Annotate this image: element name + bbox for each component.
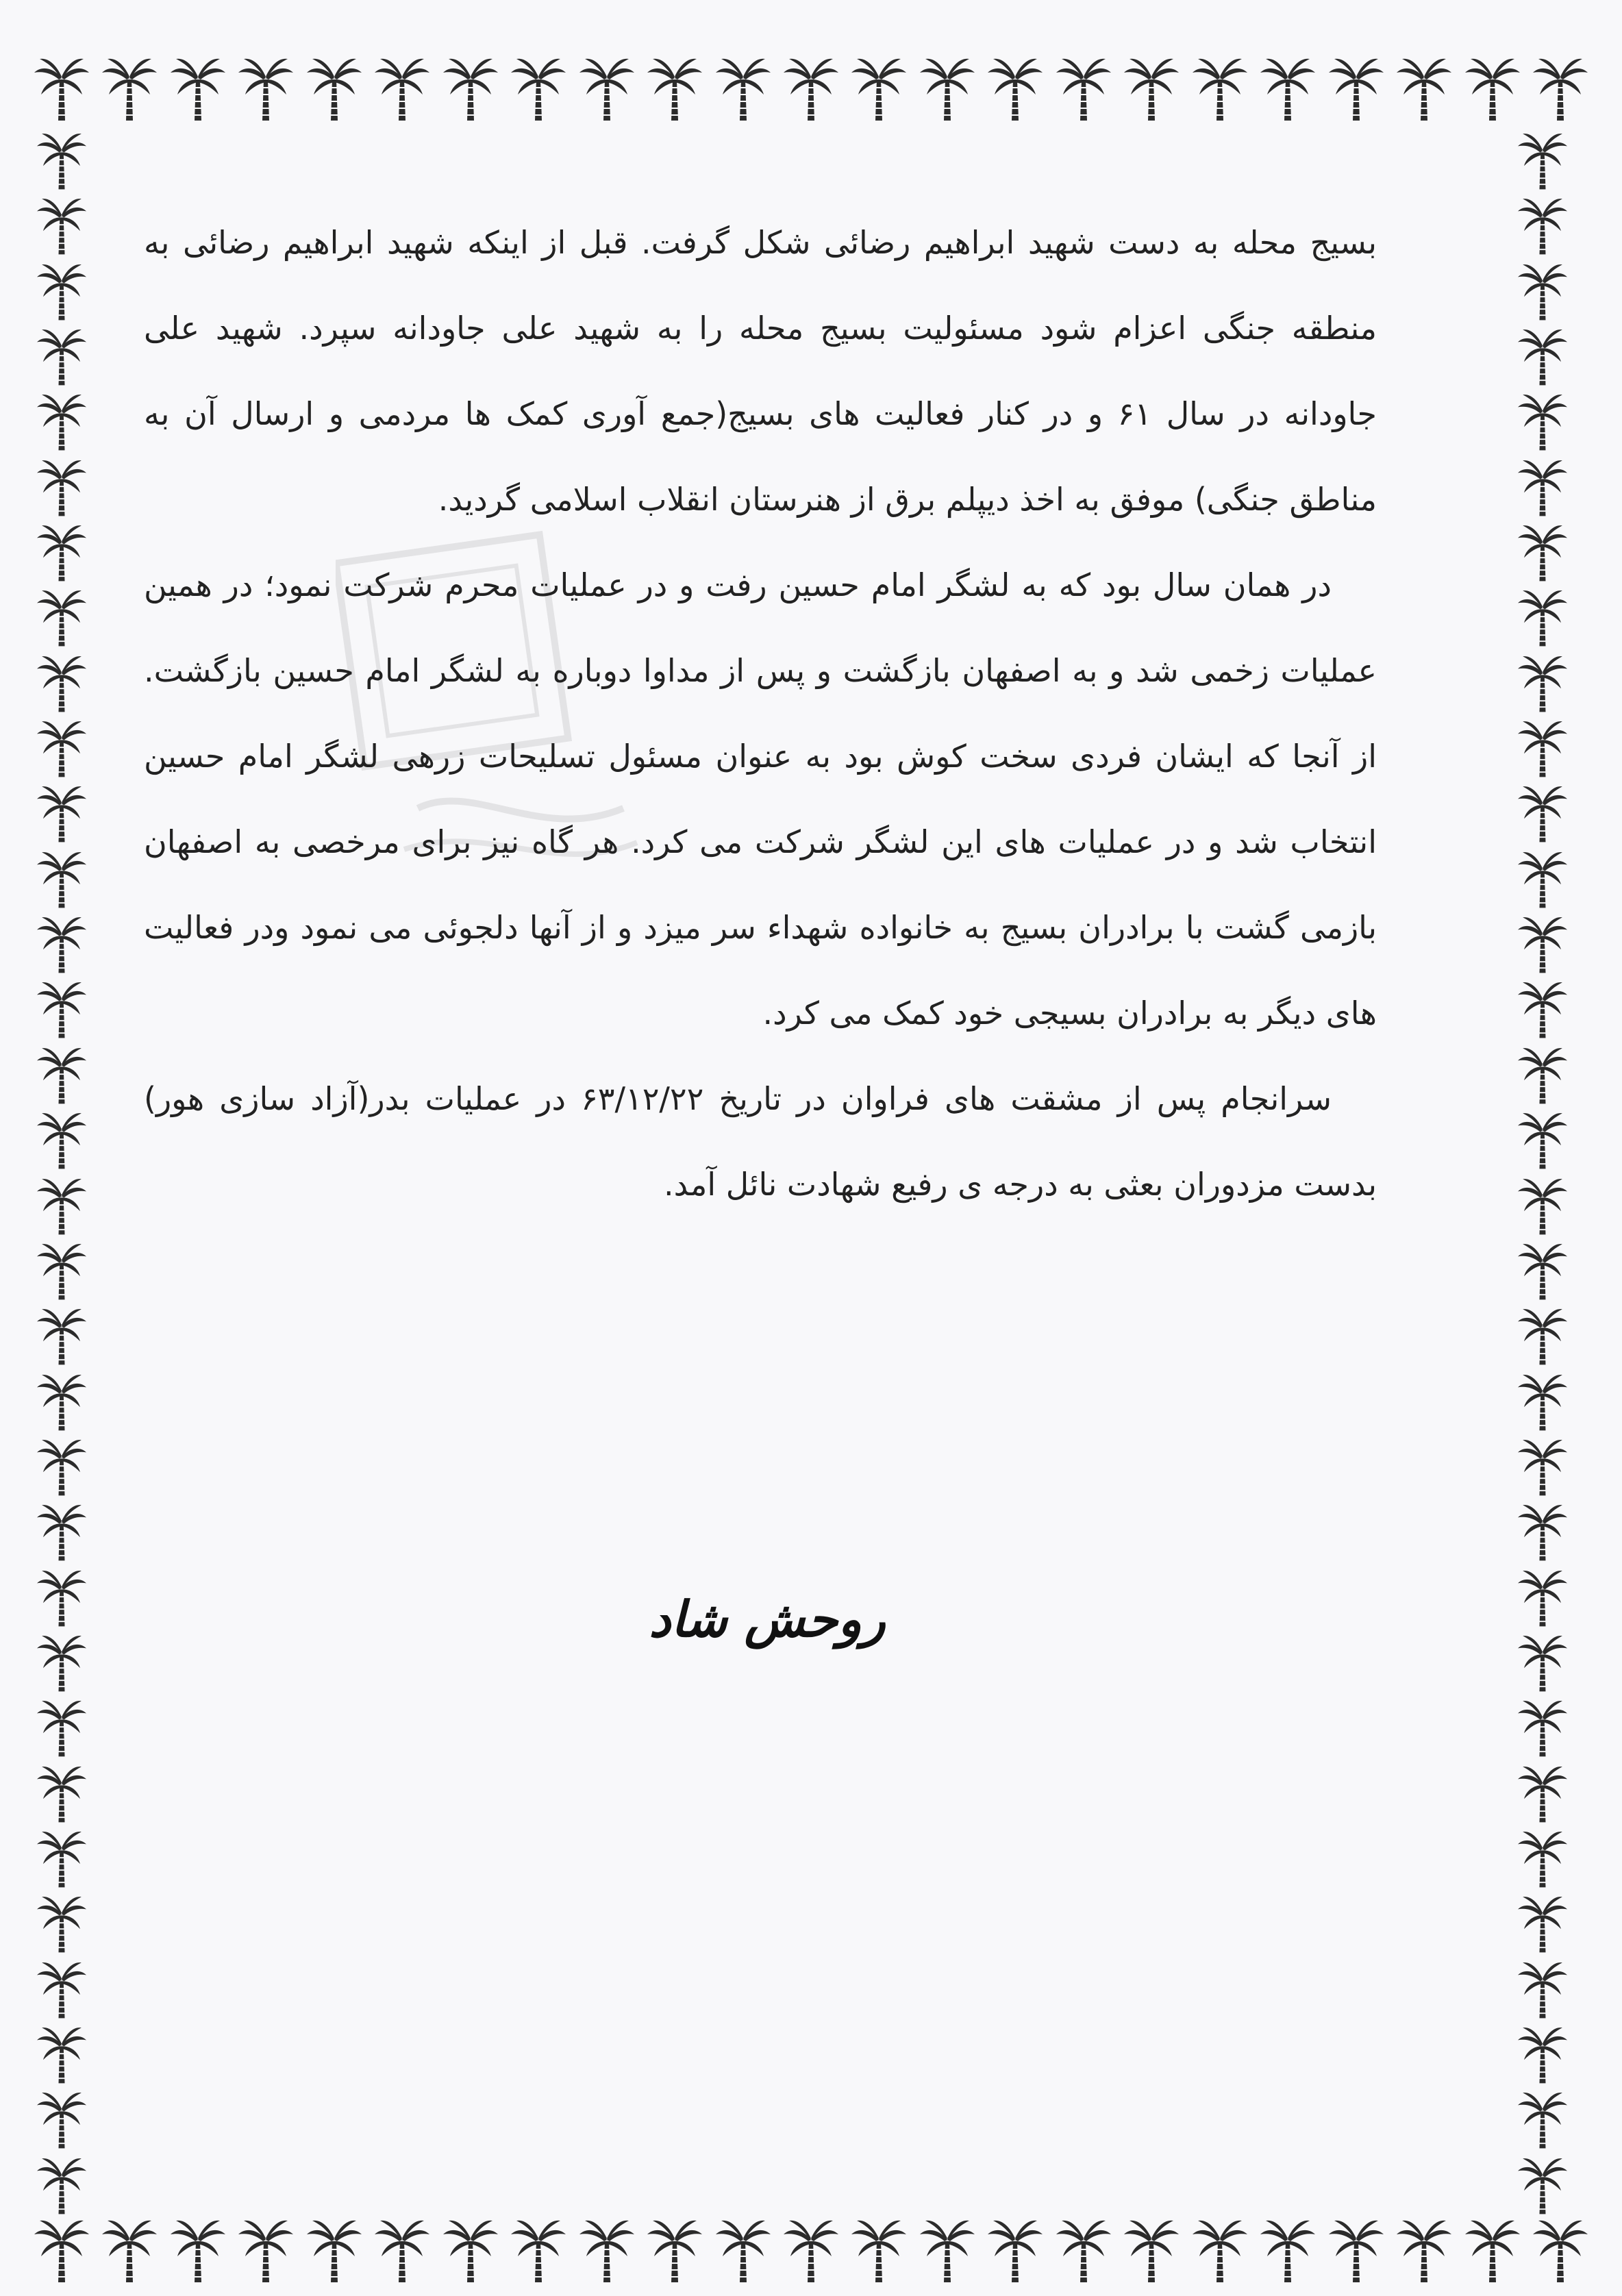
palm-tree-icon — [1395, 2217, 1453, 2292]
palm-tree-icon — [33, 1110, 108, 1171]
palm-tree-icon — [1514, 1501, 1589, 1563]
palm-tree-icon — [33, 1436, 108, 1498]
palm-tree-icon — [1259, 55, 1317, 130]
palm-tree-icon — [33, 2089, 108, 2151]
palm-tree-icon — [714, 55, 772, 130]
palm-tree-icon — [1514, 130, 1589, 192]
palm-tree-icon — [33, 849, 108, 910]
border-left — [33, 130, 108, 2217]
palm-tree-icon — [1327, 2217, 1385, 2292]
palm-tree-icon — [33, 55, 90, 130]
palm-tree-icon — [1514, 2024, 1589, 2086]
palm-tree-icon — [1514, 1697, 1589, 1759]
palm-tree-icon — [33, 587, 108, 649]
paragraph-2: در همان سال بود که به لشگر امام حسین رفت و در عملیات محرم شرکت نمود؛ در همین عملیات زخمی شد و به اصفهان بازگشت و پس از مداوا دوباره به لشگر امام حسین بازگشت. از آنجا که ایشان فردی سخت کوش بود به عنوان مسئول تسلیحات زرهی لشگر امام حسین انتخاب شد و در عملیات های این لشگر شرکت می کرد. هر گاه نیز برای مرخصی به اصفهان بازمی گشت با برادران بسیج به خانواده شهداء سر میزد و از آنها دلجوئی می نمود ودر فعالیت های دیگر به برادران بسیجی خود کمک می کرد. — [144, 566, 1377, 1032]
palm-tree-icon — [33, 1240, 108, 1302]
palm-tree-icon — [1514, 718, 1589, 779]
palm-tree-icon — [1191, 2217, 1249, 2292]
palm-tree-icon — [33, 1763, 108, 1825]
palm-tree-icon — [714, 2217, 772, 2292]
palm-tree-icon — [33, 457, 108, 519]
palm-tree-icon — [510, 55, 567, 130]
palm-tree-icon — [33, 1501, 108, 1563]
palm-tree-icon — [1055, 2217, 1112, 2292]
palm-tree-icon — [1514, 1045, 1589, 1106]
palm-tree-icon — [169, 2217, 227, 2292]
palm-tree-icon — [305, 55, 363, 130]
palm-tree-icon — [237, 55, 295, 130]
palm-tree-icon — [1514, 1175, 1589, 1237]
palm-tree-icon — [33, 979, 108, 1040]
paragraph-3: سرانجام پس از مشقت های فراوان در تاریخ ۶۳/۱۲/۲۲ در عملیات بدر(آزاد سازی هور) بدست مزدوران بعثی به درجه ی رفیع شهادت نائل آمد. — [144, 1080, 1377, 1203]
palm-tree-icon — [33, 130, 108, 192]
palm-tree-icon — [1514, 783, 1589, 845]
palm-tree-icon — [578, 2217, 636, 2292]
palm-tree-icon — [986, 2217, 1044, 2292]
palm-tree-icon — [1464, 55, 1521, 130]
palm-tree-icon — [33, 1959, 108, 2021]
palm-tree-icon — [1514, 653, 1589, 714]
palm-tree-icon — [646, 2217, 703, 2292]
palm-tree-icon — [1327, 55, 1385, 130]
border-bottom — [33, 2217, 1589, 2292]
palm-tree-icon — [1532, 55, 1589, 130]
palm-tree-icon — [33, 1567, 108, 1629]
palm-tree-icon — [1514, 1632, 1589, 1694]
palm-tree-icon — [578, 55, 636, 130]
palm-tree-icon — [1514, 1828, 1589, 1890]
palm-tree-icon — [1514, 849, 1589, 910]
palm-tree-icon — [1055, 55, 1112, 130]
palm-tree-icon — [33, 783, 108, 845]
palm-tree-icon — [1514, 1110, 1589, 1171]
palm-tree-icon — [442, 55, 499, 130]
palm-tree-icon — [510, 2217, 567, 2292]
border-right — [1514, 130, 1589, 2217]
palm-tree-icon — [33, 1175, 108, 1237]
palm-tree-icon — [1514, 2155, 1589, 2217]
palm-tree-icon — [33, 261, 108, 323]
palm-tree-icon — [33, 522, 108, 584]
palm-tree-icon — [1123, 55, 1180, 130]
palm-tree-icon — [1532, 2217, 1589, 2292]
palm-tree-icon — [1514, 195, 1589, 257]
palm-tree-icon — [1514, 522, 1589, 584]
palm-tree-icon — [33, 914, 108, 975]
paragraph-1: بسیج محله به دست شهید ابراهیم رضائی شکل گرفت. قبل از اینکه شهید ابراهیم رضائی به منطقه جنگی اعزام شود مسئولیت بسیج محله را به شهید علی جاودانه سپرد. شهید علی جاودانه در سال ۶۱ و در کنار فعالیت های بسیج(جمع آوری کمک ها مردمی و ارسال آن به مناطق جنگی) موفق به اخذ دیپلم برق از هنرستان انقلاب اسلامی گردید. — [144, 224, 1377, 518]
palm-tree-icon — [850, 55, 908, 130]
palm-tree-icon — [1514, 1436, 1589, 1498]
palm-tree-icon — [919, 2217, 976, 2292]
palm-tree-icon — [101, 55, 158, 130]
body-text — [144, 200, 1377, 1227]
palm-tree-icon — [442, 2217, 499, 2292]
palm-tree-icon — [1395, 55, 1453, 130]
palm-tree-icon — [1514, 587, 1589, 649]
palm-tree-icon — [33, 326, 108, 388]
palm-tree-icon — [1464, 2217, 1521, 2292]
palm-tree-icon — [33, 195, 108, 257]
palm-tree-icon — [33, 653, 108, 714]
palm-tree-icon — [1514, 1567, 1589, 1629]
palm-tree-icon — [33, 1632, 108, 1694]
palm-tree-icon — [919, 55, 976, 130]
palm-tree-icon — [33, 1306, 108, 1367]
palm-tree-icon — [1514, 457, 1589, 519]
palm-tree-icon — [1259, 2217, 1317, 2292]
palm-tree-icon — [782, 55, 840, 130]
palm-tree-icon — [33, 1045, 108, 1106]
palm-tree-icon — [1514, 1240, 1589, 1302]
palm-tree-icon — [1514, 1371, 1589, 1433]
palm-tree-icon — [101, 2217, 158, 2292]
palm-tree-icon — [33, 1828, 108, 1890]
palm-tree-icon — [646, 55, 703, 130]
palm-tree-icon — [1123, 2217, 1180, 2292]
palm-tree-icon — [169, 55, 227, 130]
palm-tree-icon — [33, 1371, 108, 1433]
palm-tree-icon — [237, 2217, 295, 2292]
palm-tree-icon — [850, 2217, 908, 2292]
palm-tree-icon — [33, 2155, 108, 2217]
palm-tree-icon — [1514, 1763, 1589, 1825]
palm-tree-icon — [1514, 326, 1589, 388]
palm-tree-icon — [1514, 2089, 1589, 2151]
palm-tree-icon — [33, 2024, 108, 2086]
palm-tree-icon — [33, 391, 108, 453]
palm-tree-icon — [373, 2217, 431, 2292]
palm-tree-icon — [782, 2217, 840, 2292]
palm-tree-icon — [1514, 261, 1589, 323]
palm-tree-icon — [1514, 1893, 1589, 1955]
signature: روحش شاد — [649, 1590, 886, 1648]
palm-tree-icon — [33, 1893, 108, 1955]
palm-tree-icon — [305, 2217, 363, 2292]
palm-tree-icon — [33, 1697, 108, 1759]
palm-tree-icon — [1191, 55, 1249, 130]
palm-tree-icon — [1514, 1306, 1589, 1367]
border-top — [33, 55, 1589, 130]
palm-tree-icon — [1514, 1959, 1589, 2021]
palm-tree-icon — [986, 55, 1044, 130]
palm-tree-icon — [33, 2217, 90, 2292]
palm-tree-icon — [1514, 391, 1589, 453]
palm-tree-icon — [373, 55, 431, 130]
palm-tree-icon — [1514, 979, 1589, 1040]
palm-tree-icon — [1514, 914, 1589, 975]
palm-tree-icon — [33, 718, 108, 779]
